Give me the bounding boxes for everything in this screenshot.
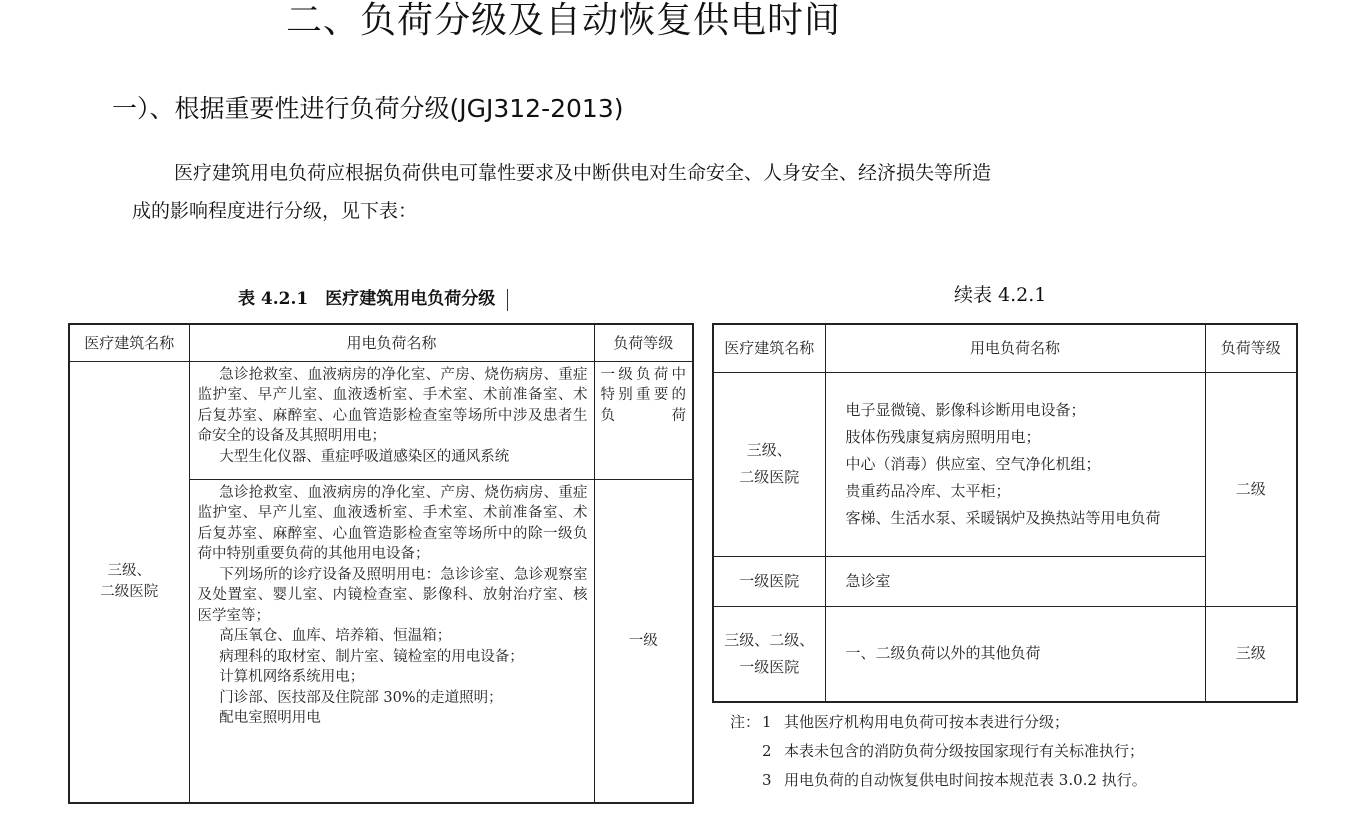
building-name-line: 一级医院	[739, 657, 800, 676]
load-paragraph: 高压氧仓、血库、培养箱、恒温箱；	[219, 628, 452, 644]
note-lead-spacer	[730, 737, 762, 766]
table-header-row	[713, 324, 1297, 372]
left-table-caption	[238, 286, 508, 312]
note-item	[730, 708, 1330, 737]
load-paragraph: 病理科的取材室、制片室、镜检室的用电设备；	[219, 648, 524, 665]
load-line: 肢体伤残康复病房照明用电；	[845, 427, 1041, 446]
section-heading: 一）、根据重要性进行负荷分级(JGJ312-2013)	[112, 94, 624, 123]
intro-line-2: 成的影响程度进行分级，见下表：	[132, 200, 418, 222]
table-notes	[730, 708, 1330, 795]
building-name-line: 三级、	[746, 441, 792, 459]
intro-paragraph	[132, 154, 1222, 230]
load-paragraph: 急诊抢救室、血液病房的净化室、产房、烧伤病房、重症监护室、早产儿室、血液透析室、手术室、术前准备室、术后复苏室、麻醉室、心血管造影检查室等场所中涉及患者生命安全的设备及其照明用电；	[197, 366, 588, 444]
note-item	[730, 766, 1330, 795]
building-name-line: 二级医院	[739, 468, 800, 486]
intro-line-1	[132, 154, 1222, 192]
note-lead: 注：	[730, 713, 761, 731]
building-name-cell	[69, 361, 189, 803]
note-number: 1	[762, 713, 772, 731]
left-load-table	[68, 323, 694, 804]
table-row	[713, 372, 1297, 556]
note-number: 3	[762, 771, 772, 789]
load-name-cell: 一、二级负荷以外的其他负荷	[825, 606, 1205, 702]
load-paragraph: 计算机网络系统用电；	[219, 669, 365, 685]
header-load-name: 用电负荷名称	[189, 324, 594, 361]
building-name-line: 三级、二级、	[724, 630, 815, 649]
load-line: 电子显微镜、影像科诊断用电设备；	[845, 400, 1086, 419]
left-table-caption-text: 表 4.2.1 医疗建筑用电负荷分级	[238, 289, 496, 309]
table-header-row	[69, 324, 693, 361]
load-line: 贵重药品冷库、太平柜；	[845, 481, 1011, 500]
header-load-name: 用电负荷名称	[825, 324, 1205, 372]
intro-line-1-text: 医疗建筑用电负荷应根据负荷供电可靠性要求及中断供电对生命安全、人身安全、经济损失等所造	[174, 162, 992, 184]
note-lead-spacer	[730, 766, 762, 795]
header-load-grade: 负荷等级	[594, 324, 693, 361]
note-item	[730, 737, 1330, 766]
building-name-line: 二级医院	[100, 583, 159, 600]
building-name-cell	[713, 606, 825, 702]
building-name-line: 三级、	[107, 563, 151, 580]
note-number: 2	[762, 742, 772, 760]
load-paragraph: 门诊部、医技部及住院部 30%的走道照明；	[219, 689, 503, 706]
load-grade-cell: 二级	[1205, 372, 1297, 606]
right-load-table	[712, 323, 1298, 703]
table-row	[69, 361, 693, 479]
load-line: 客梯、生活水泵、采暖锅炉及换热站等用电负荷	[845, 508, 1161, 527]
page-title: 二、负荷分级及自动恢复供电时间	[286, 0, 842, 41]
header-building-name: 医疗建筑名称	[69, 324, 189, 361]
table-row	[713, 606, 1297, 702]
load-grade-cell: 一级负荷中特别重要的负荷	[594, 361, 693, 479]
load-paragraph: 急诊抢救室、血液病房的净化室、产房、烧伤病房、重症监护室、早产儿室、血液透析室、手术室、术前准备室、术后复苏室、麻醉室、心血管造影检查室等场所中的除一级负荷中特别重要负荷的其他用电设备；	[197, 484, 588, 562]
load-paragraph: 配电室照明用电	[219, 710, 321, 726]
load-name-cell	[825, 372, 1205, 556]
load-paragraph: 大型生化仪器、重症呼吸道感染区的通风系统	[219, 448, 510, 465]
header-load-grade: 负荷等级	[1205, 324, 1297, 372]
load-name-cell: 急诊室	[825, 556, 1205, 606]
note-text: 本表未包含的消防负荷分级按国家现行有关标准执行；	[784, 742, 1145, 760]
load-paragraph: 下列场所的诊疗设备及照明用电：急诊诊室、急诊观察室及处置室、婴儿室、内镜检查室、影像科、放射治疗室、核医学室等；	[197, 566, 588, 624]
load-line: 中心（消毒）供应室、空气净化机组；	[845, 454, 1101, 473]
building-name-cell	[713, 372, 825, 556]
header-building-name: 医疗建筑名称	[713, 324, 825, 372]
load-name-cell	[189, 479, 594, 803]
note-text: 用电负荷的自动恢复供电时间按本规范表 3.0.2 执行。	[784, 771, 1147, 789]
text-cursor	[507, 289, 508, 311]
right-table-caption: 续表 4.2.1	[954, 284, 1047, 306]
building-name-cell: 一级医院	[713, 556, 825, 606]
load-grade-cell: 三级	[1205, 606, 1297, 702]
load-grade-cell: 一级	[594, 479, 693, 803]
note-text: 其他医疗机构用电负荷可按本表进行分级；	[784, 713, 1070, 731]
load-name-cell	[189, 361, 594, 479]
